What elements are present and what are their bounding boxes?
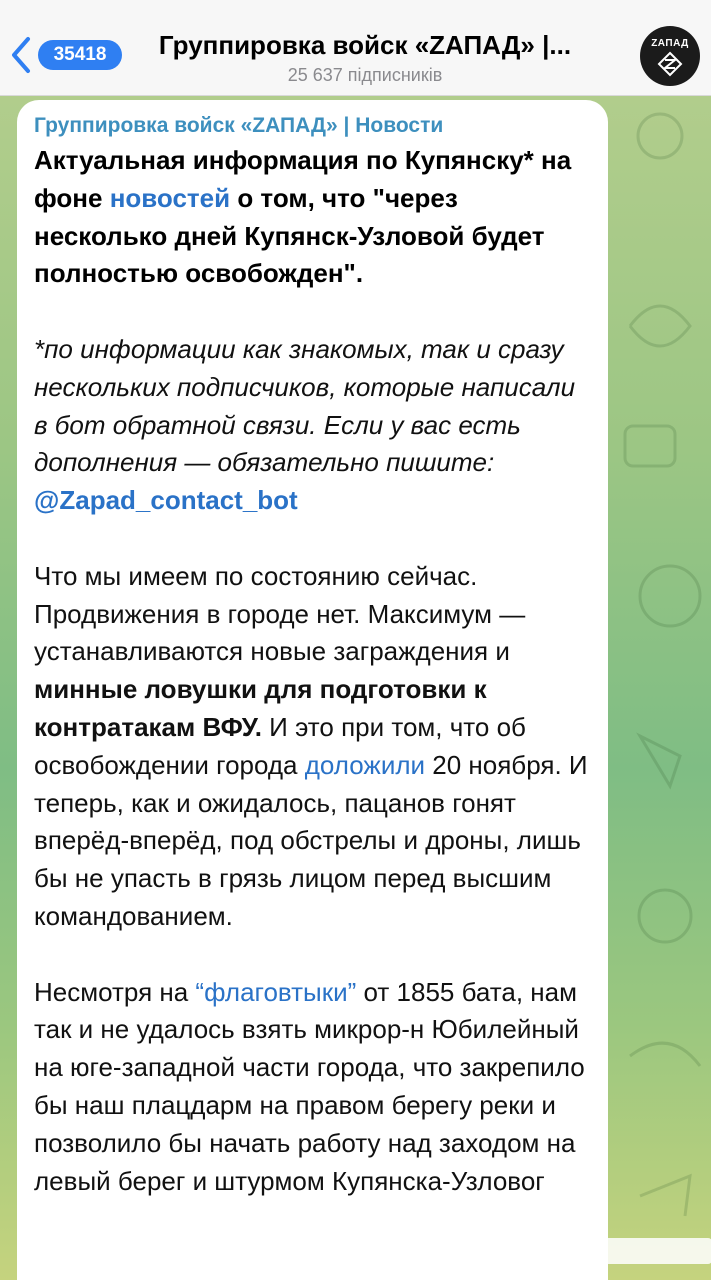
subscriber-count: 25 637 підписників bbox=[287, 65, 443, 85]
p3-text-2: И это при том, что об освобождении города bbox=[34, 711, 526, 780]
post-paragraph-4 bbox=[34, 974, 588, 1201]
p4-text-2: от 1855 бата, нам так и не удалось взять микрор-н Юбилейный на юге-западной части города, что закрепило бы наш плацдарм на правом берегу реки и позволило бы начать работу над заходом на левый берег и штурмом Купянска-Узловог bbox=[34, 976, 585, 1196]
note-text: *по информации как знакомых, так и сразу нескольких подписчиков, которые написали в бот обратной связи. Если у вас есть дополнения — обязательно пишите: bbox=[34, 333, 576, 478]
p3-bold-text: минные ловушки для подготовки к контратакам ВФУ. bbox=[34, 674, 487, 742]
logo-icon bbox=[657, 51, 683, 77]
post-lead bbox=[34, 142, 588, 293]
p4-text-1: Несмотря на bbox=[34, 976, 196, 1007]
channel-avatar[interactable] bbox=[640, 26, 700, 86]
post-note bbox=[34, 331, 588, 520]
channel-info[interactable] bbox=[130, 30, 600, 86]
p3-text-3: 20 ноября. И теперь, как и ожидалось, пацанов гонят вперёд-вперёд, под обстрелы и дроны, лишь бы не упасть в грязь лицом перед высшим командованием. bbox=[34, 749, 588, 931]
chat-header bbox=[0, 0, 711, 96]
reported-link[interactable]: доложили bbox=[304, 749, 426, 780]
watermark bbox=[512, 1238, 711, 1264]
post-paragraph-3 bbox=[34, 558, 588, 936]
news-link[interactable]: новостей bbox=[109, 182, 231, 213]
chevron-left-icon bbox=[8, 35, 34, 75]
lead-text-2: о том, что "через несколько дней Купянск-Узловой будет полностью освобожден". bbox=[34, 182, 545, 289]
message-bubble[interactable] bbox=[17, 100, 608, 1280]
channel-title: Группировка войск «ZАПАД» |... bbox=[158, 30, 572, 60]
avatar-label: ZАПАД bbox=[651, 37, 689, 49]
contact-bot-mention[interactable]: @Zapad_contact_bot bbox=[34, 485, 298, 516]
back-button[interactable] bbox=[8, 30, 126, 80]
unread-count-badge: 35418 bbox=[38, 40, 122, 70]
lead-text-1: Актуальная информация по Купянску* на фоне bbox=[34, 145, 572, 213]
forwarded-from[interactable]: Группировка войск «ZАПАД» | Новости bbox=[34, 114, 444, 137]
p3-text-1: Что мы имеем по состоянию сейчас. Продвижения в городе нет. Максимум — устанавливаются новые заграждения и bbox=[34, 560, 526, 667]
flag-planting-link[interactable]: “флаговтыки” bbox=[195, 976, 357, 1007]
